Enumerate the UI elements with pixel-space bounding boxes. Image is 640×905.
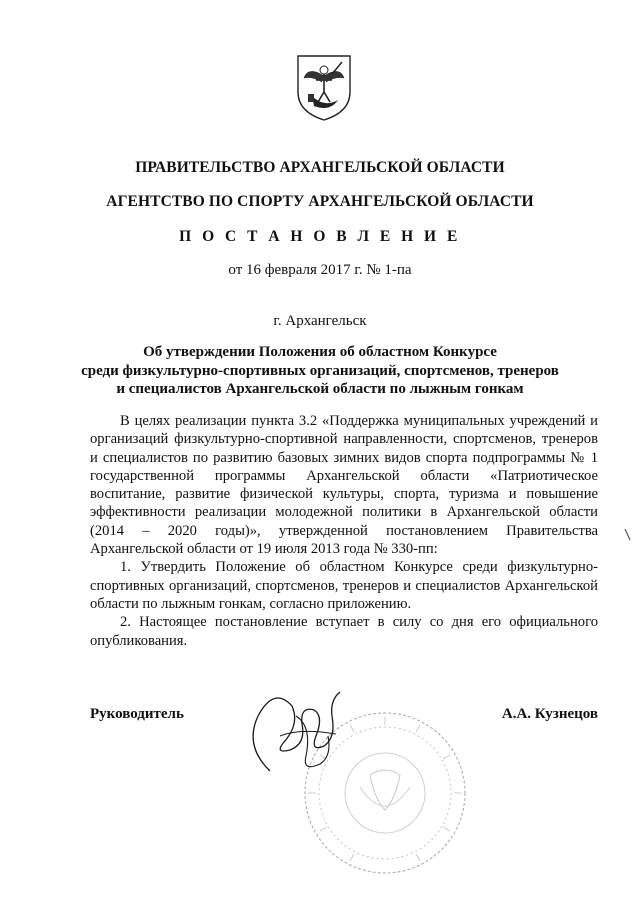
preamble-paragraph: В целях реализации пункта 3.2 «Поддержка муниципальных учреждений и организаций физкультурно-спортивной направленности, спортсменов, тренеров и специалистов по развитию базовых зимних видов спорта подпрограммы № 1 государственной программы Архангельской области «Патриотическое воспитание, развитие физической культуры, спорта, туризма и повышение эффективности реализации молодежной политики в Архангельской области (2014 – 2020 годы)», утвержденной постановлением Правительства Архангельской области от 19 июля 2013 года № 330-пп: <box>90 413 598 558</box>
margin-mark <box>624 528 632 542</box>
document-date: от 16 февраля 2017 г. № 1-па <box>228 262 412 278</box>
agency-title: АГЕНТСТВО ПО СПОРТУ АРХАНГЕЛЬСКОЙ ОБЛАСТИ <box>106 193 534 210</box>
signatory-position: Руководитель <box>90 706 184 722</box>
signatory-name: А.А. Кузнецов <box>501 706 598 722</box>
government-title: ПРАВИТЕЛЬСТВО АРХАНГЕЛЬСКОЙ ОБЛАСТИ <box>135 159 505 176</box>
arkhangelsk-coat-of-arms-icon <box>294 52 354 122</box>
resolution-item-1: 1. Утвердить Положение об областном Конкурсе среди физкультурно-спортивных организаций, спортсменов, тренеров и специалистов Архангельской области по лыжным гонкам, согласно приложению. <box>90 559 598 612</box>
handwritten-signature-icon <box>240 676 360 786</box>
title-line-1: Об утверждении Положения об областном Конкурсе <box>143 344 497 360</box>
document-type: П О С Т А Н О В Л Е Н И Е <box>179 228 461 245</box>
resolution-item-2: 2. Настоящее постановление вступает в силу со дня его официального опубликования. <box>90 614 598 649</box>
document-title <box>60 343 580 399</box>
title-line-2: среди физкультурно-спортивных организаций, спортсменов, тренеров <box>81 362 559 379</box>
title-line-3: и специалистов Архангельской области по лыжным гонкам <box>116 381 524 397</box>
document-body <box>90 412 598 650</box>
document-city: г. Архангельск <box>273 313 367 329</box>
